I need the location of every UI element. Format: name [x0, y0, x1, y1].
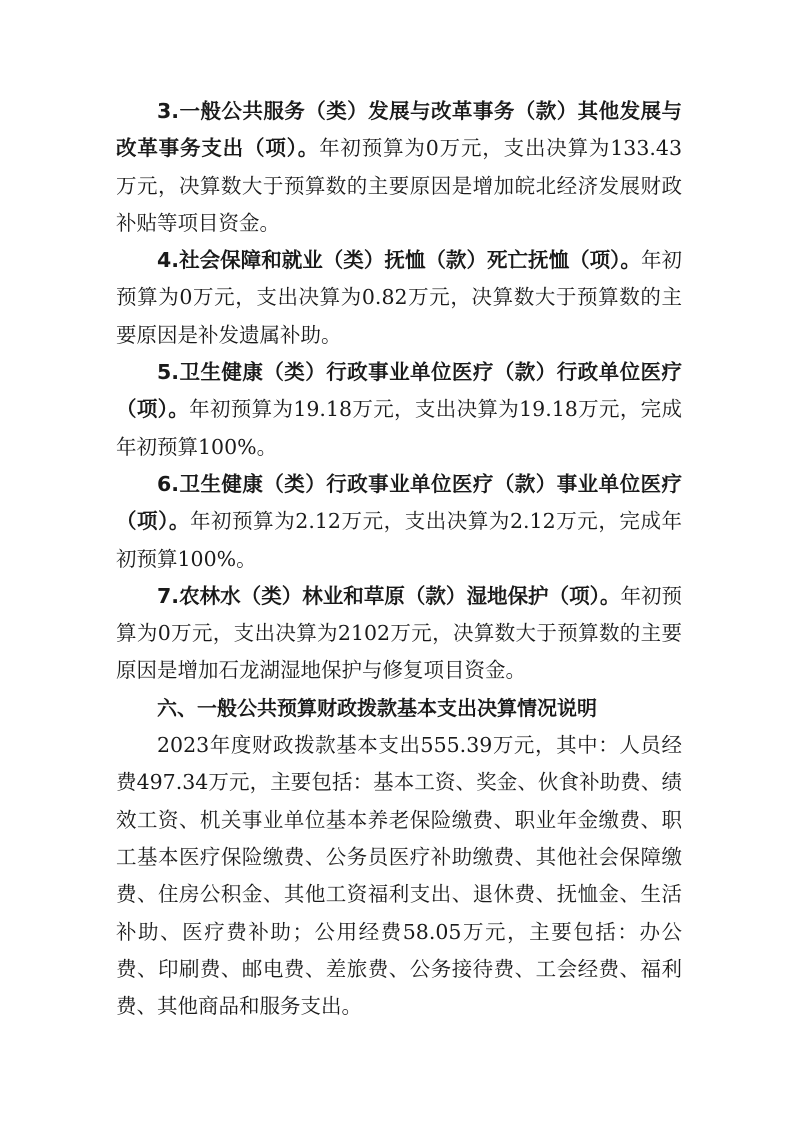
- item-7-body: 年初预算为0万元，支出决算为2102万元，决算数大于预算数的主要原因是增加石龙湖湿地保护与修复项目资金。: [116, 583, 682, 683]
- item-4-paragraph: [116, 242, 682, 354]
- section-6-body: 2023年度财政拨款基本支出555.39万元，其中：人员经费497.34万元，主要包括：基本工资、奖金、伙食补助费、绩效工资、机关事业单位基本养老保险缴费、职业年金缴费、职工基本医疗保险缴费、公务员医疗补助缴费、其他社会保障缴费、住房公积金、其他工资福利支出、退休费、抚恤金、生活补助、医疗费补助；公用经费58.05万元，主要包括：办公费、印刷费、邮电费、差旅费、公务接待费、工会经费、福利费、其他商品和服务支出。: [116, 733, 682, 1019]
- item-7-title: 7.农林水（类）林业和草原（款）湿地保护（项）。: [157, 583, 621, 608]
- item-7-paragraph: [116, 578, 682, 690]
- item-4-title: 4.社会保障和就业（类）抚恤（款）死亡抚恤（项）。: [157, 248, 641, 273]
- item-3-title: 3.一般公共服务（类）发展与改革事务（款）其他发展与改革事务支出（项）。: [116, 99, 682, 161]
- item-6-body: 年初预算为2.12万元，支出决算为2.12万元，完成年初预算100%。: [116, 509, 682, 571]
- item-5-paragraph: [116, 354, 682, 466]
- item-5-title: 5.卫生健康（类）行政事业单位医疗（款）行政单位医疗（项）。: [116, 360, 682, 422]
- document-page: [116, 93, 682, 1025]
- item-6-paragraph: [116, 466, 682, 578]
- item-5-body: 年初预算为19.18万元，支出决算为19.18万元，完成年初预算100%。: [116, 397, 683, 459]
- item-4-body: 年初预算为0万元，支出决算为0.82万元，决算数大于预算数的主要原因是补发遗属补助。: [116, 248, 682, 347]
- item-6-title: 6.卫生健康（类）行政事业单位医疗（款）事业单位医疗（项）。: [116, 471, 682, 534]
- item-3-paragraph: [116, 93, 682, 242]
- section-6-heading: 六、一般公共预算财政拨款基本支出决算情况说明: [157, 695, 597, 720]
- item-3-body: 年初预算为0万元，支出决算为133.43万元，决算数大于预算数的主要原因是增加皖北经济发展财政补贴等项目资金。: [116, 136, 682, 235]
